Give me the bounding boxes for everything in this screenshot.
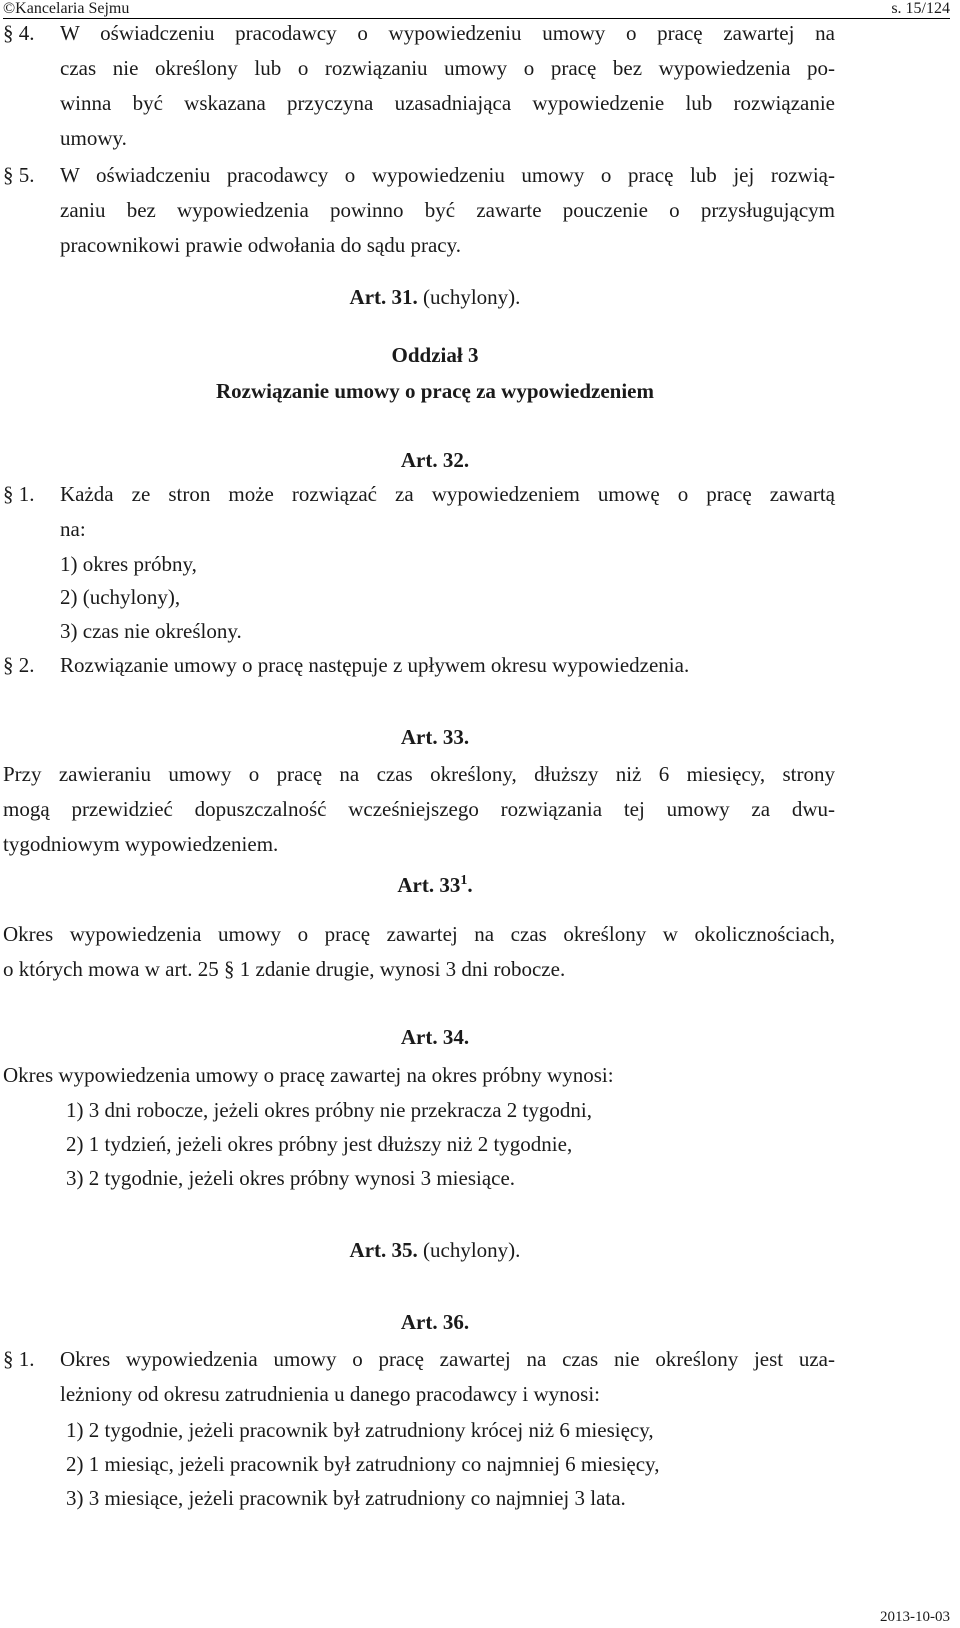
article-status: (uchylony). <box>417 1238 521 1262</box>
paragraph-line: W oświadczeniu pracodawcy o wypowiedzeniu umowy o pracę lub jej rozwią- <box>60 163 835 187</box>
list-item: 3) czas nie określony. <box>60 619 242 643</box>
list-item: 1) okres próbny, <box>60 552 197 576</box>
paragraph-line: zaniu bez wypowiedzenia powinno być zawarte pouczenie o przysługującym <box>60 198 835 222</box>
article-heading <box>0 1020 870 1055</box>
paragraph-line: na: <box>60 517 86 541</box>
article-heading: Art. $33^1$. <box>397 873 473 897</box>
paragraph-number: § 2. <box>3 653 35 677</box>
list-item: 2) 1 miesiąc, jeżeli pracownik był zatrudniony co najmniej 6 miesięcy, <box>66 1452 660 1476</box>
paragraph-number: § 5. <box>3 163 35 187</box>
article-heading <box>0 280 870 315</box>
article-title: Art. 35. <box>349 1238 418 1262</box>
paragraph-line: Rozwiązanie umowy o pracę następuje z upływem okresu wypowiedzenia. <box>60 653 690 677</box>
article-title: Art. 36. <box>400 1310 470 1334</box>
article-title: Art. 33. <box>400 725 470 749</box>
paragraph-line: umowy. <box>60 126 127 150</box>
paragraph-line: o których mowa w art. 25 § 1 zdanie drugie, wynosi 3 dni robocze. <box>3 957 566 981</box>
article-heading <box>0 720 870 755</box>
article-heading <box>0 443 870 478</box>
article-heading <box>0 1305 870 1340</box>
header-page-number: s. 15/124 <box>891 0 950 17</box>
list-item: 2) (uchylony), <box>60 585 181 609</box>
paragraph-line: Okres wypowiedzenia umowy o pracę zawartej na okres próbny wynosi: <box>3 1063 614 1087</box>
article-title: Art. 34. <box>400 1025 470 1049</box>
paragraph-line: czas nie określony lub o rozwiązaniu umowy o pracę bez wypowiedzenia po- <box>60 56 835 80</box>
list-item: 1) 2 tygodnie, jeżeli pracownik był zatrudniony krócej niż 6 miesięcy, <box>66 1418 654 1442</box>
article-superscript: 1 <box>460 873 468 888</box>
section-title: Oddział 3 <box>391 343 479 367</box>
article-status: (uchylony). <box>417 285 521 309</box>
paragraph-number: § 1. <box>3 1347 35 1371</box>
article-title: Art. 33 <box>397 873 461 897</box>
section-subtitle: Rozwiązanie umowy o pracę za wypowiedzeniem <box>215 379 654 403</box>
paragraph-line: Okres wypowiedzenia umowy o pracę zawartej na czas określony w okolicznościach, <box>3 922 835 946</box>
article-title: Art. 31. <box>349 285 418 309</box>
paragraph-line: pracownikowi prawie odwołania do sądu pracy. <box>60 233 462 257</box>
paragraph-line: tygodniowym wypowiedzeniem. <box>3 832 279 856</box>
list-item: 1) 3 dni robocze, jeżeli okres próbny nie przekracza 2 tygodni, <box>66 1098 592 1122</box>
paragraph-line: winna być wskazana przyczyna uzasadniająca wypowiedzenie lub rozwiązanie <box>60 91 835 115</box>
paragraph-line: leżniony od okresu zatrudnienia u danego pracodawcy i wynosi: <box>60 1382 601 1406</box>
footer-date: 2013-10-03 <box>880 1609 950 1625</box>
list-item: 3) 3 miesiące, jeżeli pracownik był zatrudniony co najmniej 3 lata. <box>66 1486 626 1510</box>
article-heading <box>0 1233 870 1268</box>
list-item: 2) 1 tydzień, jeżeli okres próbny jest dłuższy niż 2 tygodnie, <box>66 1132 573 1156</box>
paragraph-line: Każda ze stron może rozwiązać za wypowiedzeniem umowę o pracę zawartą <box>60 482 835 506</box>
paragraph-number: § 4. <box>3 21 35 45</box>
list-item: 3) 2 tygodnie, jeżeli okres próbny wynosi 3 miesiące. <box>66 1166 516 1190</box>
paragraph-line: W oświadczeniu pracodawcy o wypowiedzeniu umowy o pracę zawartej na <box>60 21 835 45</box>
paragraph-line: Okres wypowiedzenia umowy o pracę zawartej na czas nie określony jest uza- <box>60 1347 835 1371</box>
article-title: Art. 32. <box>400 448 470 472</box>
paragraph-line: Przy zawieraniu umowy o pracę na czas określony, dłuższy niż 6 miesięcy, strony <box>3 762 835 786</box>
paragraph-number: § 1. <box>3 482 35 506</box>
paragraph-line: mogą przewidzieć dopuszczalność wcześniejszego rozwiązania tej umowy za dwu- <box>3 797 835 821</box>
header-source: ©Kancelaria Sejmu <box>3 0 130 17</box>
